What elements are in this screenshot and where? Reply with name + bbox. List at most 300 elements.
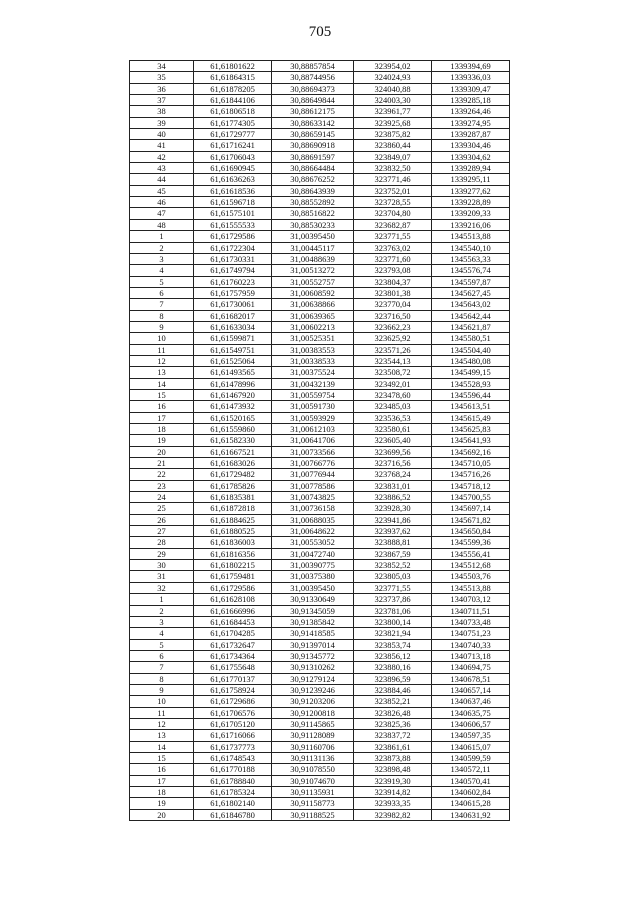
point-number-cell: 35	[130, 72, 194, 83]
point-number-cell: 20	[130, 446, 194, 457]
y-coordinate-cell: 1340606,57	[432, 718, 510, 729]
y-coordinate-cell: 1345540,10	[432, 242, 510, 253]
point-number-cell: 25	[130, 503, 194, 514]
x-coordinate-cell: 323826,48	[354, 707, 432, 718]
x-coordinate-cell: 323704,80	[354, 208, 432, 219]
latitude-cell: 61,61706043	[194, 151, 272, 162]
table-row	[130, 650, 510, 661]
longitude-cell: 30,91158773	[272, 798, 354, 809]
point-number-cell: 4	[130, 628, 194, 639]
latitude-cell: 61,61729686	[194, 696, 272, 707]
y-coordinate-cell: 1339209,33	[432, 208, 510, 219]
longitude-cell: 30,91135931	[272, 787, 354, 798]
latitude-cell: 61,61759481	[194, 571, 272, 582]
table-row	[130, 287, 510, 298]
x-coordinate-cell: 323763,02	[354, 242, 432, 253]
latitude-cell: 61,61596718	[194, 197, 272, 208]
latitude-cell: 61,61628108	[194, 594, 272, 605]
point-number-cell: 1	[130, 594, 194, 605]
point-number-cell: 45	[130, 185, 194, 196]
table-row	[130, 764, 510, 775]
point-number-cell: 1	[130, 231, 194, 242]
y-coordinate-cell: 1339274,95	[432, 117, 510, 128]
x-coordinate-cell: 323832,50	[354, 163, 432, 174]
point-number-cell: 19	[130, 435, 194, 446]
y-coordinate-cell: 1345528,93	[432, 378, 510, 389]
longitude-cell: 30,91239246	[272, 684, 354, 695]
latitude-cell: 61,61636263	[194, 174, 272, 185]
longitude-cell: 30,88643939	[272, 185, 354, 196]
table-row	[130, 752, 510, 763]
longitude-cell: 31,00513272	[272, 265, 354, 276]
table-row	[130, 730, 510, 741]
table-row	[130, 458, 510, 469]
table-row	[130, 208, 510, 219]
table-row	[130, 344, 510, 355]
table-row	[130, 72, 510, 83]
y-coordinate-cell: 1345650,84	[432, 526, 510, 537]
latitude-cell: 61,61684453	[194, 616, 272, 627]
longitude-cell: 31,00733566	[272, 446, 354, 457]
table-row	[130, 446, 510, 457]
latitude-cell: 61,61525064	[194, 355, 272, 366]
latitude-cell: 61,61582330	[194, 435, 272, 446]
table-row	[130, 628, 510, 639]
table-row	[130, 95, 510, 106]
point-number-cell: 6	[130, 650, 194, 661]
latitude-cell: 61,61683026	[194, 458, 272, 469]
longitude-cell: 31,00383553	[272, 344, 354, 355]
latitude-cell: 61,61872818	[194, 503, 272, 514]
latitude-cell: 61,61730061	[194, 299, 272, 310]
x-coordinate-cell: 323884,46	[354, 684, 432, 695]
x-coordinate-cell: 323682,87	[354, 219, 432, 230]
table-row	[130, 185, 510, 196]
y-coordinate-cell: 1345499,15	[432, 367, 510, 378]
longitude-cell: 30,91385842	[272, 616, 354, 627]
y-coordinate-cell: 1345621,87	[432, 321, 510, 332]
y-coordinate-cell: 1340597,35	[432, 730, 510, 741]
table-row	[130, 605, 510, 616]
y-coordinate-cell: 1340657,14	[432, 684, 510, 695]
table-row	[130, 503, 510, 514]
point-number-cell: 3	[130, 616, 194, 627]
point-number-cell: 46	[130, 197, 194, 208]
y-coordinate-cell: 1345596,44	[432, 389, 510, 400]
point-number-cell: 43	[130, 163, 194, 174]
table-row	[130, 775, 510, 786]
latitude-cell: 61,61716241	[194, 140, 272, 151]
y-coordinate-cell: 1339304,62	[432, 151, 510, 162]
longitude-cell: 30,91345059	[272, 605, 354, 616]
longitude-cell: 31,00338533	[272, 355, 354, 366]
x-coordinate-cell: 323821,94	[354, 628, 432, 639]
point-number-cell: 18	[130, 787, 194, 798]
y-coordinate-cell: 1339295,11	[432, 174, 510, 185]
table-row	[130, 514, 510, 525]
table-row	[130, 798, 510, 809]
latitude-cell: 61,61770137	[194, 673, 272, 684]
point-number-cell: 5	[130, 276, 194, 287]
y-coordinate-cell: 1345513,88	[432, 231, 510, 242]
table-row	[130, 718, 510, 729]
latitude-cell: 61,61555533	[194, 219, 272, 230]
latitude-cell: 61,61666996	[194, 605, 272, 616]
latitude-cell: 61,61757959	[194, 287, 272, 298]
x-coordinate-cell: 323771,46	[354, 174, 432, 185]
point-number-cell: 4	[130, 265, 194, 276]
latitude-cell: 61,61730331	[194, 253, 272, 264]
longitude-cell: 30,88649844	[272, 95, 354, 106]
y-coordinate-cell: 1340602,84	[432, 787, 510, 798]
point-number-cell: 2	[130, 242, 194, 253]
point-number-cell: 7	[130, 299, 194, 310]
x-coordinate-cell: 323728,55	[354, 197, 432, 208]
point-number-cell: 30	[130, 560, 194, 571]
point-number-cell: 14	[130, 741, 194, 752]
table-row	[130, 151, 510, 162]
table-row	[130, 787, 510, 798]
table-row	[130, 163, 510, 174]
point-number-cell: 40	[130, 129, 194, 140]
table-row	[130, 412, 510, 423]
longitude-cell: 31,00559754	[272, 389, 354, 400]
page-number: 705	[308, 24, 332, 40]
x-coordinate-cell: 323856,12	[354, 650, 432, 661]
y-coordinate-cell: 1339277,62	[432, 185, 510, 196]
latitude-cell: 61,61788840	[194, 775, 272, 786]
x-coordinate-cell: 323804,37	[354, 276, 432, 287]
table-row	[130, 129, 510, 140]
y-coordinate-cell: 1340751,23	[432, 628, 510, 639]
table-row	[130, 435, 510, 446]
x-coordinate-cell: 323853,74	[354, 639, 432, 650]
x-coordinate-cell: 323875,82	[354, 129, 432, 140]
x-coordinate-cell: 323768,24	[354, 469, 432, 480]
y-coordinate-cell: 1345625,83	[432, 424, 510, 435]
longitude-cell: 30,88676252	[272, 174, 354, 185]
x-coordinate-cell: 323914,82	[354, 787, 432, 798]
table-row	[130, 106, 510, 117]
latitude-cell: 61,61618536	[194, 185, 272, 196]
y-coordinate-cell: 1340711,51	[432, 605, 510, 616]
y-coordinate-cell: 1345556,41	[432, 548, 510, 559]
latitude-cell: 61,61806518	[194, 106, 272, 117]
point-number-cell: 26	[130, 514, 194, 525]
longitude-cell: 30,91397014	[272, 639, 354, 650]
latitude-cell: 61,61473932	[194, 401, 272, 412]
x-coordinate-cell: 323478,60	[354, 389, 432, 400]
point-number-cell: 10	[130, 333, 194, 344]
table-row	[130, 616, 510, 627]
longitude-cell: 31,00602213	[272, 321, 354, 332]
latitude-cell: 61,61816356	[194, 548, 272, 559]
y-coordinate-cell: 1345697,14	[432, 503, 510, 514]
y-coordinate-cell: 1340740,33	[432, 639, 510, 650]
longitude-cell: 30,91074670	[272, 775, 354, 786]
table-row	[130, 378, 510, 389]
latitude-cell: 61,61705120	[194, 718, 272, 729]
latitude-cell: 61,61802215	[194, 560, 272, 571]
y-coordinate-cell: 1345716,26	[432, 469, 510, 480]
longitude-cell: 31,00432139	[272, 378, 354, 389]
y-coordinate-cell: 1339287,87	[432, 129, 510, 140]
y-coordinate-cell: 1340615,07	[432, 741, 510, 752]
point-number-cell: 16	[130, 764, 194, 775]
x-coordinate-cell: 323880,16	[354, 662, 432, 673]
latitude-cell: 61,61864315	[194, 72, 272, 83]
x-coordinate-cell: 323770,04	[354, 299, 432, 310]
table-row	[130, 582, 510, 593]
longitude-cell: 30,88612175	[272, 106, 354, 117]
x-coordinate-cell: 323508,72	[354, 367, 432, 378]
y-coordinate-cell: 1340694,75	[432, 662, 510, 673]
longitude-cell: 31,00591730	[272, 401, 354, 412]
x-coordinate-cell: 323961,77	[354, 106, 432, 117]
y-coordinate-cell: 1345642,44	[432, 310, 510, 321]
latitude-cell: 61,61758924	[194, 684, 272, 695]
table-row	[130, 253, 510, 264]
point-number-cell: 8	[130, 673, 194, 684]
table-row	[130, 548, 510, 559]
latitude-cell: 61,61729586	[194, 582, 272, 593]
y-coordinate-cell: 1345700,55	[432, 492, 510, 503]
longitude-cell: 31,00776944	[272, 469, 354, 480]
longitude-cell: 31,00488639	[272, 253, 354, 264]
longitude-cell: 31,00638866	[272, 299, 354, 310]
longitude-cell: 30,88744956	[272, 72, 354, 83]
latitude-cell: 61,61836003	[194, 537, 272, 548]
x-coordinate-cell: 323781,06	[354, 605, 432, 616]
point-number-cell: 14	[130, 378, 194, 389]
latitude-cell: 61,61785324	[194, 787, 272, 798]
table-row	[130, 174, 510, 185]
x-coordinate-cell: 324040,88	[354, 83, 432, 94]
latitude-cell: 61,61770188	[194, 764, 272, 775]
longitude-cell: 31,00766776	[272, 458, 354, 469]
point-number-cell: 11	[130, 344, 194, 355]
table-row	[130, 741, 510, 752]
x-coordinate-cell: 323662,23	[354, 321, 432, 332]
y-coordinate-cell: 1345576,74	[432, 265, 510, 276]
x-coordinate-cell: 323805,03	[354, 571, 432, 582]
latitude-cell: 61,61835381	[194, 492, 272, 503]
y-coordinate-cell: 1345643,02	[432, 299, 510, 310]
longitude-cell: 30,88664484	[272, 163, 354, 174]
y-coordinate-cell: 1345641,93	[432, 435, 510, 446]
latitude-cell: 61,61732647	[194, 639, 272, 650]
longitude-cell: 31,00472740	[272, 548, 354, 559]
latitude-cell: 61,61467920	[194, 389, 272, 400]
longitude-cell: 31,00608592	[272, 287, 354, 298]
point-number-cell: 9	[130, 321, 194, 332]
latitude-cell: 61,61722304	[194, 242, 272, 253]
x-coordinate-cell: 323793,08	[354, 265, 432, 276]
table-row	[130, 276, 510, 287]
latitude-cell: 61,61880525	[194, 526, 272, 537]
point-number-cell: 12	[130, 355, 194, 366]
latitude-cell: 61,61704285	[194, 628, 272, 639]
longitude-cell: 30,88516822	[272, 208, 354, 219]
y-coordinate-cell: 1345597,87	[432, 276, 510, 287]
x-coordinate-cell: 323849,07	[354, 151, 432, 162]
latitude-cell: 61,61785826	[194, 480, 272, 491]
longitude-cell: 30,91310262	[272, 662, 354, 673]
table-row	[130, 424, 510, 435]
longitude-cell: 31,00375524	[272, 367, 354, 378]
table-row	[130, 61, 510, 72]
table-row	[130, 707, 510, 718]
x-coordinate-cell: 323861,61	[354, 741, 432, 752]
point-number-cell: 6	[130, 287, 194, 298]
table-row	[130, 684, 510, 695]
table-row	[130, 265, 510, 276]
y-coordinate-cell: 1339304,46	[432, 140, 510, 151]
latitude-cell: 61,61748543	[194, 752, 272, 763]
y-coordinate-cell: 1340572,11	[432, 764, 510, 775]
longitude-cell: 30,88633142	[272, 117, 354, 128]
point-number-cell: 19	[130, 798, 194, 809]
table-row	[130, 401, 510, 412]
point-number-cell: 17	[130, 775, 194, 786]
y-coordinate-cell: 1340635,75	[432, 707, 510, 718]
table-row	[130, 299, 510, 310]
y-coordinate-cell: 1339336,03	[432, 72, 510, 83]
y-coordinate-cell: 1340570,41	[432, 775, 510, 786]
y-coordinate-cell: 1340678,51	[432, 673, 510, 684]
x-coordinate-cell: 323580,61	[354, 424, 432, 435]
longitude-cell: 31,00641706	[272, 435, 354, 446]
y-coordinate-cell: 1345503,76	[432, 571, 510, 582]
x-coordinate-cell: 323919,30	[354, 775, 432, 786]
latitude-cell: 61,61749794	[194, 265, 272, 276]
table-row	[130, 197, 510, 208]
x-coordinate-cell: 323941,86	[354, 514, 432, 525]
longitude-cell: 30,91131136	[272, 752, 354, 763]
point-number-cell: 18	[130, 424, 194, 435]
table-row	[130, 560, 510, 571]
x-coordinate-cell: 323860,44	[354, 140, 432, 151]
point-number-cell: 12	[130, 718, 194, 729]
x-coordinate-cell: 323928,30	[354, 503, 432, 514]
table-row	[130, 219, 510, 230]
point-number-cell: 8	[130, 310, 194, 321]
latitude-cell: 61,61559860	[194, 424, 272, 435]
point-number-cell: 24	[130, 492, 194, 503]
y-coordinate-cell: 1340703,12	[432, 594, 510, 605]
y-coordinate-cell: 1339228,89	[432, 197, 510, 208]
point-number-cell: 9	[130, 684, 194, 695]
latitude-cell: 61,61690945	[194, 163, 272, 174]
table-row	[130, 492, 510, 503]
x-coordinate-cell: 323752,01	[354, 185, 432, 196]
latitude-cell: 61,61760223	[194, 276, 272, 287]
longitude-cell: 30,88552892	[272, 197, 354, 208]
y-coordinate-cell: 1345563,33	[432, 253, 510, 264]
y-coordinate-cell: 1345627,45	[432, 287, 510, 298]
point-number-cell: 2	[130, 605, 194, 616]
table-row	[130, 696, 510, 707]
x-coordinate-cell: 323737,86	[354, 594, 432, 605]
latitude-cell: 61,61884625	[194, 514, 272, 525]
y-coordinate-cell: 1345580,51	[432, 333, 510, 344]
latitude-cell: 61,61575101	[194, 208, 272, 219]
x-coordinate-cell: 323888,81	[354, 537, 432, 548]
point-number-cell: 47	[130, 208, 194, 219]
x-coordinate-cell: 323898,48	[354, 764, 432, 775]
point-number-cell: 13	[130, 730, 194, 741]
coordinates-table	[129, 60, 510, 821]
latitude-cell: 61,61729482	[194, 469, 272, 480]
latitude-cell: 61,61774305	[194, 117, 272, 128]
point-number-cell: 48	[130, 219, 194, 230]
latitude-cell: 61,61729586	[194, 231, 272, 242]
latitude-cell: 61,61599871	[194, 333, 272, 344]
y-coordinate-cell: 1345671,82	[432, 514, 510, 525]
latitude-cell: 61,61633034	[194, 321, 272, 332]
latitude-cell: 61,61706576	[194, 707, 272, 718]
point-number-cell: 15	[130, 389, 194, 400]
latitude-cell: 61,61846780	[194, 809, 272, 820]
x-coordinate-cell: 323625,92	[354, 333, 432, 344]
y-coordinate-cell: 1340637,46	[432, 696, 510, 707]
y-coordinate-cell: 1340599,59	[432, 752, 510, 763]
point-number-cell: 16	[130, 401, 194, 412]
longitude-cell: 30,91345772	[272, 650, 354, 661]
longitude-cell: 31,00395450	[272, 582, 354, 593]
x-coordinate-cell: 323771,60	[354, 253, 432, 264]
point-number-cell: 29	[130, 548, 194, 559]
x-coordinate-cell: 323925,68	[354, 117, 432, 128]
y-coordinate-cell: 1345513,88	[432, 582, 510, 593]
point-number-cell: 23	[130, 480, 194, 491]
longitude-cell: 31,00395450	[272, 231, 354, 242]
x-coordinate-cell: 323831,01	[354, 480, 432, 491]
latitude-cell: 61,61802140	[194, 798, 272, 809]
point-number-cell: 28	[130, 537, 194, 548]
longitude-cell: 31,00552757	[272, 276, 354, 287]
point-number-cell: 27	[130, 526, 194, 537]
longitude-cell: 30,91078550	[272, 764, 354, 775]
latitude-cell: 61,61682017	[194, 310, 272, 321]
table-row	[130, 355, 510, 366]
x-coordinate-cell: 323825,36	[354, 718, 432, 729]
x-coordinate-cell: 323544,13	[354, 355, 432, 366]
point-number-cell: 36	[130, 83, 194, 94]
y-coordinate-cell: 1339285,18	[432, 95, 510, 106]
x-coordinate-cell: 323886,52	[354, 492, 432, 503]
table-row	[130, 809, 510, 820]
point-number-cell: 10	[130, 696, 194, 707]
table-row	[130, 140, 510, 151]
table-row	[130, 83, 510, 94]
latitude-cell: 61,61729777	[194, 129, 272, 140]
y-coordinate-cell: 1339264,46	[432, 106, 510, 117]
x-coordinate-cell: 323852,52	[354, 560, 432, 571]
table-row	[130, 310, 510, 321]
point-number-cell: 3	[130, 253, 194, 264]
longitude-cell: 30,88659145	[272, 129, 354, 140]
point-number-cell: 37	[130, 95, 194, 106]
latitude-cell: 61,61878205	[194, 83, 272, 94]
longitude-cell: 30,88690918	[272, 140, 354, 151]
longitude-cell: 31,00736158	[272, 503, 354, 514]
longitude-cell: 30,91160706	[272, 741, 354, 752]
table-row	[130, 242, 510, 253]
y-coordinate-cell: 1345504,40	[432, 344, 510, 355]
table-row	[130, 333, 510, 344]
y-coordinate-cell: 1345615,49	[432, 412, 510, 423]
